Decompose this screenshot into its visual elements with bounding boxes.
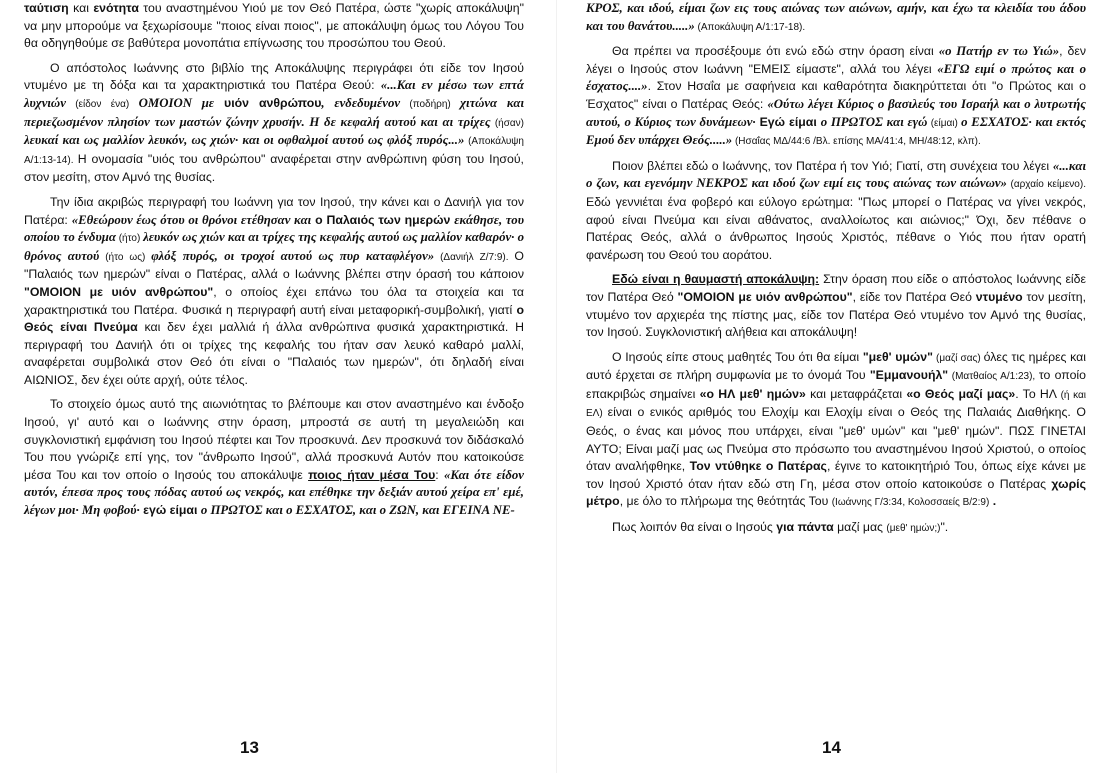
right-paragraph-2: Θα πρέπει να προσέξουμε ότι ενώ εδώ στην όραση είναι «ο Πατήρ εν τω Υιώ», δεν λέγει ο Ιησούς στον Ιωάννη "ΕΜΕΙΣ είμαστε", αλλά του λέγει «ΕΓΩ ειμί ο πρώτος και ο έσχατος....». Στον Ησαΐα με σαφήνεια και καθαρότητα διακηρύττεται ότι "ο Πρώτος και ο Έσχατος" είναι ο Πατέρας Θεός: «Ούτω λέγει Κύριος ο βασιλεύς του Ισραήλ και ο λυτρωτής αυτού, ο Κύριος των δυνάμεων· Εγώ είμαι ο ΠΡΩΤΟΣ και εγώ (είμαι) ο ΕΣΧΑΤΟΣ· και εκτός Εμού δεν υπάρχει Θεός.....» (Ησαΐας ΜΔ/44:6 /Βλ. επίσης ΜΑ/41:4, ΜΗ/48:12, κλπ). — [586, 44, 1086, 148]
left-paragraph-2: Ο απόστολος Ιωάννης στο βιβλίο της Αποκάλυψης περιγράφει ότι είδε τον Ιησού ντυμένο με τη δόξα και τα χαρακτηριστικά του Πατέρα Θεού: «...Και εν μέσω των επτά λυχνιών (είδον ένα) ΟΜΟΙΟΝ με υιόν ανθρώπου, ενδεδυμένον (ποδήρη) χιτώνα και περιεζωσμένον πλησίον των μαστών ζώνην χρυσήν. Η δε κεφαλή αυτού και αι τρίχες (ήσαν) λευκαί και ως μαλλίον λευκόν, ως χιών· και οι οφθαλμοί αυτού ως φλόξ πυρός...» (Αποκάλυψη Α/1:13-14). Η ονομασία "υιός του ανθρώπου" αναφέρεται στην ανθρώπινη φύση του Ιησού, στον μεσίτη, στον Αμνό της θυσίας. — [24, 60, 525, 185]
page-number-left: 13 — [240, 738, 259, 757]
right-paragraph-6: Πως λοιπόν θα είναι ο Ιησούς για πάντα μαζί μας (μεθ' ημών;)". — [612, 520, 949, 535]
left-page — [24, 0, 524, 773]
left-paragraph-4: Το στοιχείο όμως αυτό της αιωνιότητας το βλέπουμε και στον αναστημένο και ένδοξο Ιησού, γι' αυτό και ο Ιωάννης στην όραση, μπροστά σε αυτή τη μεγαλειώδη και συγκλονιστική εμφάνιση του Ιησού πέφτει και Τον προσκυνά. Δεν προσκυνά τον διδάσκαλό Του που γνώριζε επί γης, τον "άνθρωπο Ιησού", αλλά προσκυνά Αυτόν που κατοικούσε μέσα Του και τον οποίο ο Ιησούς του αποκάλυψε ποιος ήταν μέσα Του: «Και ότε είδον αυτόν, έπεσα προς τους πόδας αυτού ως νεκρός, και επέθηκε την δεξιάν αυτού χείρα επ' εμέ, λέγων μοι· Μη φοβού· εγώ είμαι ο ΠΡΩΤΟΣ και ο ΕΣΧΑΤΟΣ, και ο ΖΩΝ, και ΕΓΕΙΝΑ ΝΕ- — [24, 397, 524, 518]
right-paragraph-5: Ο Ιησούς είπε στους μαθητές Του ότι θα είμαι "μεθ' υμών" (μαζί σας) όλες τις ημέρες και αυτό έρχεται σε πλήρη συμφωνία με το όνομά Του "Εμμανουήλ" (Ματθαίος Α/1:23), το οποίο επακριβώς σημαίνει «ο ΗΛ μεθ' ημών» και μεταφράζεται «ο Θεός μαζί μας». Το ΗΛ (ή και ΕΛ) είναι ο ενικός αριθμός του Ελοχίμ και Ελοχίμ είναι ο Θεός της Παλαιάς Διαθήκης. Ο Θεός, ο ένας και μόνος που υπάρχει, είναι "μεθ' υμών" και "μεθ' ημών". ΠΩΣ ΓΙΝΕΤΑΙ ΑΥΤΟ; Είναι μαζί μας ως Πνεύμα στο πρόσωπο του αναστημένου Ιησού Χριστού, ο οποίος όταν αναλήφθηκε, Τον ντύθηκε ο Πατέρας, έγινε το κατοικητήριό Του, όπως είχε κάνει με τον Ιησού Χριστό όταν ήταν εδώ στη Γη, μέσα στον οποίο κατοικούσε ο Πατέρας χωρίς μέτρο, με όλο το πλήρωμα της θεότητάς Του (Ιωάννης Γ/3:34, Κολοσσαείς Β/2:9) . — [586, 349, 1087, 509]
right-page — [586, 0, 1086, 773]
left-paragraph-1: ταύτιση και ενότητα του αναστημένου Υιού με τον Θεό Πατέρα, ώστε "χωρίς αποκάλυψη" να μην μπορούμε να ξεχωρίσουμε "ποιος είναι ποιος", με αποκάλυψη όμως του Λόγου Του θα οδηγηθούμε σε βαθύτερα μονοπάτια επίγνωσης του προσώπου του Θεού. — [24, 1, 524, 51]
page-gutter — [556, 0, 557, 773]
right-paragraph-4: Εδώ είναι η θαυμαστή αποκάλυψη: Στην όραση που είδε ο απόστολος Ιωάννης είδε τον Πατέρα Θεό "ΟΜΟΙΟΝ με υιόν ανθρώπου", είδε τον Πατέρα Θεό ντυμένο τον μεσίτη, ντυμένο τον αρχιερέα της πίστης μας, είδε τον Πατέρα Θεό ντυμένο τον Αμνό της θυσίας, τον Ιησού. Συγκλονιστική αλήθεια και αποκάλυψη! — [586, 272, 1086, 340]
left-paragraph-3: Την ίδια ακριβώς περιγραφή του Ιωάννη για τον Ιησού, την κάνει και ο Δανιήλ για τον Πατέρα: «Εθεώρουν έως ότου οι θρόνοι ετέθησαν και ο Παλαιός των ημερών εκάθησε, του οποίου το ένδυμα (ήτο) λευκόν ως χιών και αι τρίχες της κεφαλής αυτού ως μαλλίον καθαρόν· ο θρόνος αυτού (ήτο ως) φλόξ πυρός, οι τροχοί αυτού ως πυρ καταφλέγον» (Δανιήλ Ζ/7:9). Ο "Παλαιός των ημερών" είναι ο Πατέρας, αλλά ο Ιωάννης βλέπει στην όρασή του κάποιον "ΟΜΟΙΟΝ με υιόν ανθρώπου", ο οποίος έχει επάνω του όλα τα στοιχεία και τα χαρακτηριστικά του Πατέρα. Φυσικά η περιγραφή αυτή είναι μεταφορική-συμβολική, γιατί ο Θεός είναι Πνεύμα και δεν έχει μαλλιά ή άλλα ανθρώπινα φυσικά χαρακτηριστικά. Η περιγραφή του Δανιήλ ότι οι τρίχες της κεφαλής του ήταν σαν λευκό καθαρό μαλλί, αναφέρεται συμβολικά στον Θεό ότι είναι ο "Παλαιός των ημερών", ότι δηλαδή είναι ΑΙΩΝΙΟΣ, δεν έχει ούτε αρχή, ούτε τέλος. — [24, 194, 524, 387]
right-paragraph-1: ΚΡΟΣ, και ιδού, είμαι ζων εις τους αιώνας των αιώνων, αμήν, και έχω τα κλειδία του άδου και του θανάτου.....» (Αποκάλυψη Α/1:17-18). — [586, 1, 1086, 33]
page-number-right: 14 — [822, 738, 841, 757]
right-paragraph-3: Ποιον βλέπει εδώ ο Ιωάννης, τον Πατέρα ή τον Υιό; Γιατί, στη συνέχεια του λέγει «...και ο ζων, και εγενόμην ΝΕΚΡΟΣ και ιδού ζων ειμί εις τους αιώνας των αιώνων» (αρχαίο κείμενο). Εδώ γεννιέται ένα φοβερό και εύλογο ερώτημα: "Πως μπορεί ο Πατέρας να γίνει νεκρός, αφού είναι Πνεύμα και είναι αθάνατος, αναλλοίωτος και αιώνιος;" Όχι, δεν πέθανε ο Πατέρας Θεός, αλλά ο άνθρωπος Ιησούς Χριστός, πέθανε ο Υιός που ήταν ορατή φανέρωση του Θεού του αοράτου. — [586, 158, 1086, 262]
